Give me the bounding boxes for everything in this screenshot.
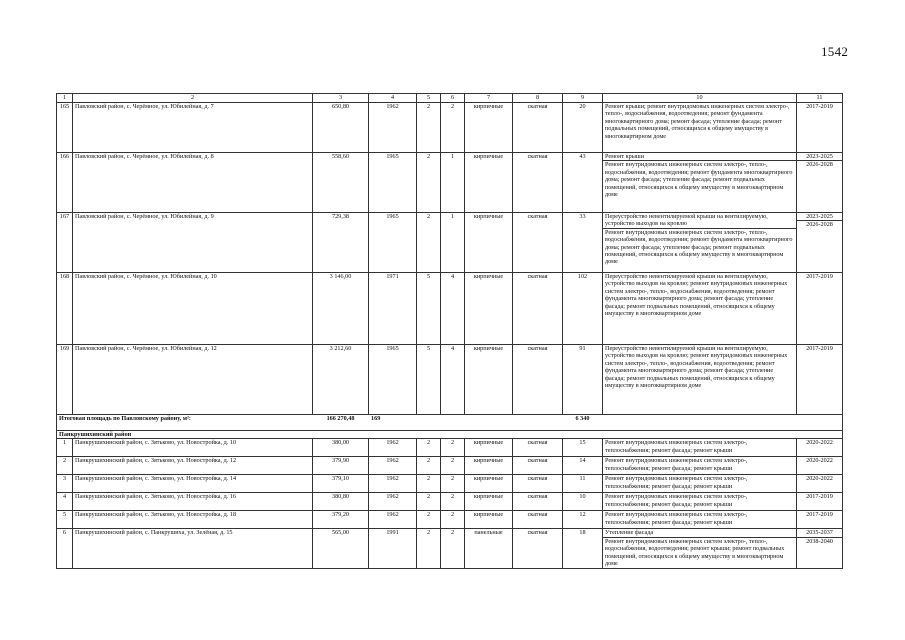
work-description: Ремонт внутридомовых инженерных систем электро-, тепло-, водоснабжения, водоотведения; ремонт крыши; ремонт подвальных помещений, относящихся к общему имуществу в многоквартирном доме [603, 537, 796, 568]
apartments-cell: 12 [563, 511, 603, 529]
column-number-cell: 5 [417, 94, 441, 103]
work-description: Ремонт внутридомовых инженерных систем электро-, теплоснабжения; ремонт фасада; ремонт крыши [605, 439, 748, 454]
wall-material-cell: кирпичные [465, 457, 513, 475]
work-term: 2017-2019 [806, 345, 833, 352]
roof-type-cell: скатная [513, 213, 563, 273]
term-cell [797, 457, 843, 475]
work-description: Переустройство невентилируемой крыши на вентилируемую, устройство выходов на кровлю [605, 213, 768, 228]
table-row [57, 273, 843, 345]
address-cell: Панкрушихинский район, с. Зятьково, ул. Новостройка, д. 16 [73, 493, 313, 511]
apartments-cell: 18 [563, 529, 603, 569]
work-description: Ремонт внутридомовых инженерных систем электро-, теплоснабжения; ремонт фасада; ремонт крыши [605, 457, 748, 472]
year-cell: 1962 [369, 493, 417, 511]
year-cell: 1962 [369, 511, 417, 529]
year-cell: 1962 [369, 475, 417, 493]
table-row [57, 153, 843, 213]
entrances-cell: 4 [441, 345, 465, 415]
section-row [57, 431, 843, 439]
address-cell: Павловский район, с. Черёмное, ул. Юбилейная, д. 7 [73, 103, 313, 153]
column-number-cell: 7 [465, 94, 513, 103]
capital-repair-table [56, 93, 843, 569]
total-row [57, 415, 843, 431]
works-cell [603, 103, 797, 153]
area-cell: 3 146,00 [313, 273, 369, 345]
total-apartments: 6 340 [563, 415, 603, 431]
entrances-cell: 2 [441, 475, 465, 493]
floors-cell: 2 [417, 153, 441, 213]
row-number: 4 [57, 493, 73, 511]
term-cell [797, 153, 843, 213]
roof-type-cell: скатная [513, 439, 563, 457]
roof-type-cell: скатная [513, 475, 563, 493]
wall-material-cell: кирпичные [465, 213, 513, 273]
table-row [57, 493, 843, 511]
floors-cell: 5 [417, 345, 441, 415]
area-cell: 380,80 [313, 493, 369, 511]
column-number-cell: 11 [797, 94, 843, 103]
floors-cell: 2 [417, 103, 441, 153]
wall-material-cell: кирпичные [465, 103, 513, 153]
works-cell [603, 457, 797, 475]
column-number-cell: 6 [441, 94, 465, 103]
works-cell [603, 273, 797, 345]
wall-material-cell: кирпичные [465, 493, 513, 511]
apartments-cell: 20 [563, 103, 603, 153]
empty-cell [417, 415, 441, 431]
roof-type-cell: скатная [513, 493, 563, 511]
works-cell [603, 345, 797, 415]
works-cell [603, 153, 797, 213]
roof-type-cell: скатная [513, 529, 563, 569]
term-cell [797, 529, 843, 569]
term-cell [797, 213, 843, 273]
apartments-cell: 15 [563, 439, 603, 457]
work-description: Ремонт крыши; ремонт внутридомовых инженерных систем электро-, тепло-, водоснабжения, водоотведения; ремонт фундамента многоквартирного дома; ремонт фасада; утепление фасада; ремонт подвальных помещений, относящихся к общему имуществу в многоквартирном доме [605, 103, 790, 140]
address-cell: Панкрушихинский район, с. Зятьково, ул. Новостройка, д. 18 [73, 511, 313, 529]
year-cell: 1962 [369, 457, 417, 475]
floors-cell: 2 [417, 213, 441, 273]
address-cell: Павловский район, с. Черёмное, ул. Юбилейная, д. 9 [73, 213, 313, 273]
works-cell [603, 529, 797, 569]
entrances-cell: 1 [441, 153, 465, 213]
work-term: 2026-2028 [797, 220, 842, 228]
column-number-cell: 9 [563, 94, 603, 103]
entrances-cell: 2 [441, 103, 465, 153]
floors-cell: 2 [417, 475, 441, 493]
apartments-cell: 43 [563, 153, 603, 213]
total-label: Итоговая площадь по Павловскому району, м²: [57, 415, 313, 431]
year-cell: 1965 [369, 213, 417, 273]
column-number-cell: 3 [313, 94, 369, 103]
work-term: 2017-2019 [806, 511, 833, 519]
column-number-cell: 10 [603, 94, 797, 103]
wall-material-cell: кирпичные [465, 345, 513, 415]
empty-cell [513, 415, 563, 431]
entrances-cell: 4 [441, 273, 465, 345]
term-cell [797, 511, 843, 529]
wall-material-cell: панельные [465, 529, 513, 569]
address-cell: Павловский район, с. Черёмное, ул. Юбилейная, д. 8 [73, 153, 313, 213]
work-description: Утепление фасада [605, 529, 654, 537]
total-area: 166 270,48 [313, 415, 369, 431]
entrances-cell: 2 [441, 493, 465, 511]
row-number: 6 [57, 529, 73, 569]
works-cell [603, 511, 797, 529]
year-cell: 1971 [369, 273, 417, 345]
apartments-cell: 33 [563, 213, 603, 273]
term-cell [797, 103, 843, 153]
term-cell [797, 439, 843, 457]
wall-material-cell: кирпичные [465, 153, 513, 213]
floors-cell: 2 [417, 457, 441, 475]
row-number: 5 [57, 511, 73, 529]
apartments-cell: 102 [563, 273, 603, 345]
work-term: 2017-2019 [806, 103, 833, 110]
address-cell: Павловский район, с. Черёмное, ул. Юбилейная, д. 12 [73, 345, 313, 415]
year-cell: 1991 [369, 529, 417, 569]
apartments-cell: 91 [563, 345, 603, 415]
works-cell [603, 493, 797, 511]
roof-type-cell: скатная [513, 103, 563, 153]
work-term: 2020-2022 [806, 439, 833, 447]
column-number-cell: 8 [513, 94, 563, 103]
row-number: 166 [57, 153, 73, 213]
entrances-cell: 2 [441, 457, 465, 475]
row-number: 165 [57, 103, 73, 153]
table-body [57, 94, 843, 569]
work-description: Ремонт крыши [605, 153, 645, 160]
wall-material-cell: кирпичные [465, 511, 513, 529]
floors-cell: 5 [417, 273, 441, 345]
floors-cell: 2 [417, 493, 441, 511]
works-cell [603, 439, 797, 457]
work-term: 2017-2019 [806, 493, 833, 501]
work-description: Переустройство невентилируемой крыши на вентилируемую, устройство выходов на кровлю; ремонт внутридомовых инженерных систем электро-, тепло-, водоснабжения, водоотведения; ремонт фундамента многоквартирного дома; ремонт фасада; утепление фасада; ремонт подвальных помещений, относящихся к общему имуществу в многоквартирном доме [605, 273, 788, 318]
column-number-cell: 2 [73, 94, 313, 103]
year-cell: 1962 [369, 103, 417, 153]
term-cell [797, 475, 843, 493]
address-cell: Панкрушихинский район, с. Зятьково, ул. Новостройка, д. 12 [73, 457, 313, 475]
address-cell: Павловский район, с. Черёмное, ул. Юбилейная, д. 10 [73, 273, 313, 345]
row-number: 169 [57, 345, 73, 415]
row-number: 167 [57, 213, 73, 273]
term-cell [797, 345, 843, 415]
table-row [57, 103, 843, 153]
year-cell: 1965 [369, 345, 417, 415]
area-cell: 565,00 [313, 529, 369, 569]
empty-cell [465, 415, 513, 431]
table-row [57, 345, 843, 415]
table-row [57, 457, 843, 475]
area-cell: 729,38 [313, 213, 369, 273]
header-row [57, 94, 843, 103]
work-term: 2026-2028 [797, 160, 842, 168]
row-number: 3 [57, 475, 73, 493]
address-cell: Панкрушихинский район, с. Зятьково, ул. Новостройка, д. 10 [73, 439, 313, 457]
area-cell: 380,00 [313, 439, 369, 457]
column-number-cell: 4 [369, 94, 417, 103]
row-number: 2 [57, 457, 73, 475]
area-cell: 650,80 [313, 103, 369, 153]
wall-material-cell: кирпичные [465, 439, 513, 457]
table-row [57, 475, 843, 493]
year-cell: 1962 [369, 439, 417, 457]
entrances-cell: 1 [441, 213, 465, 273]
area-cell: 558,60 [313, 153, 369, 213]
works-cell [603, 475, 797, 493]
work-description: Ремонт внутридомовых инженерных систем электро-, теплоснабжения; ремонт фасада; ремонт крыши [605, 511, 748, 526]
roof-type-cell: скатная [513, 153, 563, 213]
page-number: 1542 [821, 44, 849, 59]
empty-cell [441, 415, 465, 431]
address-cell: Панкрушихинский район, с. Зятьково, ул. Новостройка, д. 14 [73, 475, 313, 493]
work-term: 2038-2040 [797, 537, 842, 545]
term-cell [797, 273, 843, 345]
area-cell: 379,90 [313, 457, 369, 475]
floors-cell: 2 [417, 529, 441, 569]
work-term: 2017-2019 [806, 273, 833, 280]
floors-cell: 2 [417, 439, 441, 457]
table-row [57, 529, 843, 569]
year-cell: 1965 [369, 153, 417, 213]
roof-type-cell: скатная [513, 511, 563, 529]
work-term: 2020-2022 [806, 457, 833, 465]
row-number: 168 [57, 273, 73, 345]
work-term: 2020-2022 [806, 475, 833, 483]
apartments-cell: 10 [563, 493, 603, 511]
roof-type-cell: скатная [513, 345, 563, 415]
area-cell: 379,20 [313, 511, 369, 529]
roof-type-cell: скатная [513, 457, 563, 475]
work-description: Переустройство невентилируемой крыши на вентилируемую, устройство выходов на кровлю; ремонт внутридомовых инженерных систем электро-, тепло-, водоснабжения, водоотведения; ремонт фундамента многоквартирного дома; ремонт фасада; утепление фасада; ремонт подвальных помещений, относящихся к общему имуществу в многоквартирном доме [605, 345, 788, 390]
table-row [57, 213, 843, 273]
section-title: Панкрушихинский район [57, 431, 843, 439]
wall-material-cell: кирпичные [465, 475, 513, 493]
apartments-cell: 14 [563, 457, 603, 475]
apartments-cell: 11 [563, 475, 603, 493]
total-count: 169 [369, 415, 417, 431]
table-row [57, 439, 843, 457]
table-row [57, 511, 843, 529]
work-description: Ремонт внутридомовых инженерных систем электро-, тепло-, водоснабжения, водоотведения; ремонт фундамента многоквартирного дома; ремонт фасада; утепление фасада; ремонт подвальных помещений, относящихся к общему имуществу в многоквартирном доме [603, 160, 796, 198]
empty-cell [797, 415, 843, 431]
entrances-cell: 2 [441, 439, 465, 457]
entrances-cell: 2 [441, 511, 465, 529]
works-cell [603, 213, 797, 273]
work-term: 2023-2025 [806, 153, 833, 160]
column-number-cell: 1 [57, 94, 73, 103]
floors-cell: 2 [417, 511, 441, 529]
entrances-cell: 2 [441, 529, 465, 569]
area-cell: 379,10 [313, 475, 369, 493]
term-cell [797, 493, 843, 511]
work-description: Ремонт внутридомовых инженерных систем электро-, теплоснабжения; ремонт фасада; ремонт крыши [605, 493, 748, 508]
work-description: Ремонт внутридомовых инженерных систем электро-, теплоснабжения; ремонт фасада; ремонт крыши [605, 475, 748, 490]
address-cell: Панкрушихинский район, с. Панкрушиха, ул. Зелёная, д. 15 [73, 529, 313, 569]
row-number: 1 [57, 439, 73, 457]
roof-type-cell: скатная [513, 273, 563, 345]
empty-cell [603, 415, 797, 431]
work-term: 2035-2037 [806, 529, 833, 537]
work-description: Ремонт внутридомовых инженерных систем электро-, тепло-, водоснабжения, водоотведения; ремонт фундамента многоквартирного дома; ремонт фасада; утепление фасада; ремонт подвальных помещений, относящихся к общему имуществу в многоквартирном доме [603, 228, 796, 266]
work-term: 2023-2025 [806, 213, 833, 220]
wall-material-cell: кирпичные [465, 273, 513, 345]
area-cell: 3 212,60 [313, 345, 369, 415]
